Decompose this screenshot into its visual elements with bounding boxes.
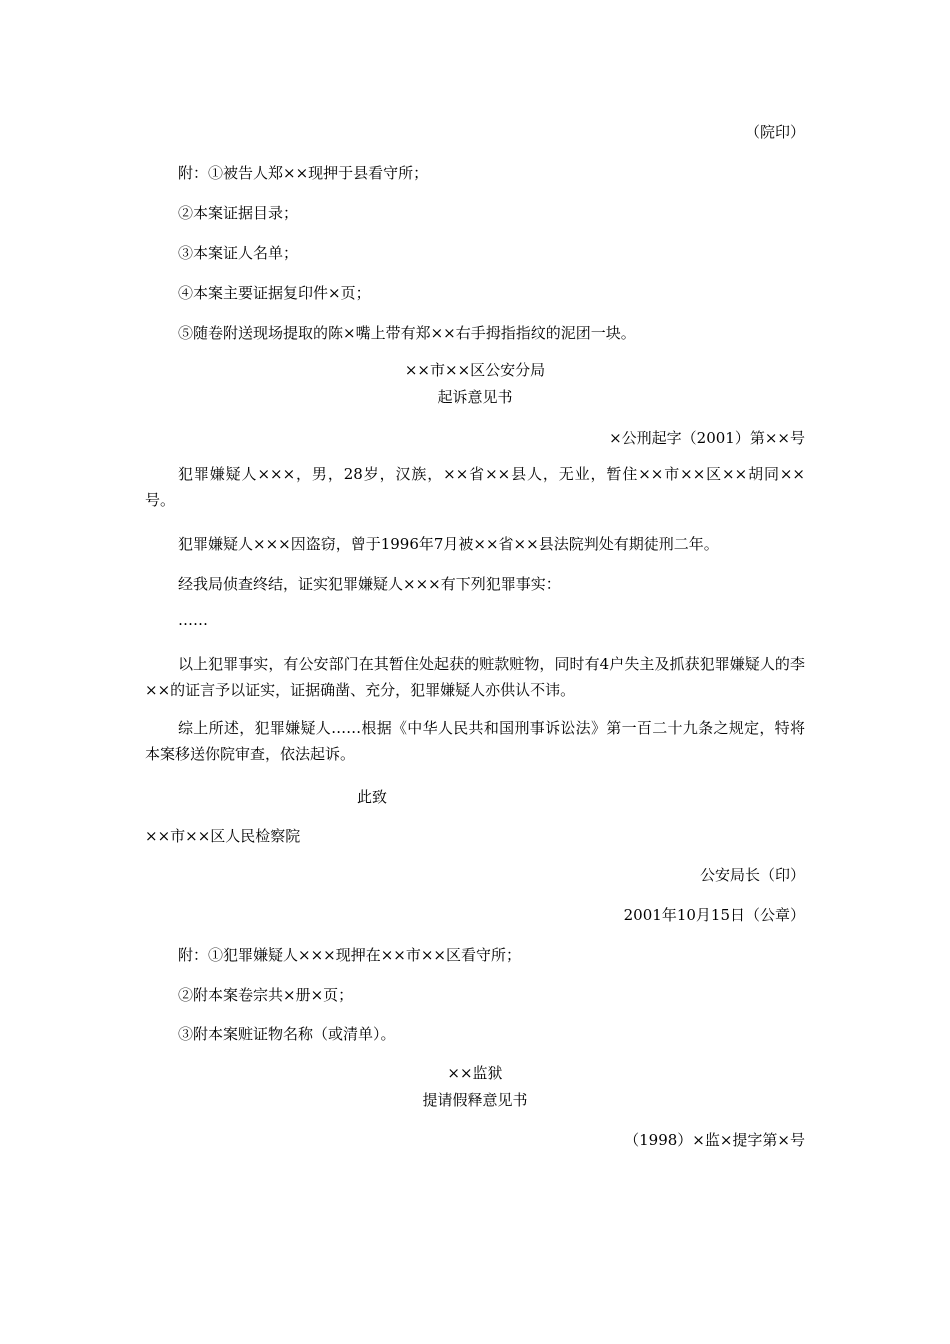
document-number: （1998）×监×提字第×号 bbox=[624, 1131, 805, 1149]
evidence-paragraph: 以上犯罪事实，有公安部门在其暂住处起获的赃款赃物，同时有4户失主及抓获犯罪嫌疑人的李××的证言予以证实，证据确凿、充分，犯罪嫌疑人亦供认不讳。 bbox=[145, 655, 805, 699]
omission-ellipsis: …… bbox=[178, 611, 208, 629]
attachment-item-3: ③本案证人名单； bbox=[178, 244, 299, 262]
issuing-organization: ××监狱 bbox=[447, 1064, 503, 1082]
document-number: ×公刑起字（2001）第××号 bbox=[609, 429, 805, 447]
document-title: 起诉意见书 bbox=[437, 388, 513, 406]
attachment-item-2: ②本案证据目录； bbox=[178, 204, 299, 222]
attachment-item-4: ④本案主要证据复印件×页； bbox=[178, 284, 371, 302]
suspect-info-paragraph: 犯罪嫌疑人×××，男，28岁，汉族，××省××县人，无业，暂住××市××区××胡同××号。 bbox=[145, 465, 805, 509]
attachment-item-1: 附：①犯罪嫌疑人×××现押在××市××区看守所； bbox=[178, 946, 521, 964]
court-seal-note: （院印） bbox=[744, 123, 805, 141]
attachment-item-3: ③附本案赃证物名称（或清单）。 bbox=[178, 1025, 396, 1043]
attachment-item-1: 附：①被告人郑××现押于县看守所； bbox=[178, 164, 429, 182]
salutation: 此致 bbox=[357, 788, 388, 806]
conclusion-paragraph: 综上所述，犯罪嫌疑人……根据《中华人民共和国刑事诉讼法》第一百二十九条之规定，特将本案移送你院审查，依法起诉。 bbox=[145, 719, 805, 763]
issuing-organization: ××市××区公安分局 bbox=[404, 361, 546, 379]
document-date: 2001年10月15日（公章） bbox=[623, 906, 805, 924]
investigation-paragraph: 经我局侦查终结，证实犯罪嫌疑人×××有下列犯罪事实： bbox=[178, 575, 561, 593]
signatory: 公安局长（印） bbox=[699, 866, 805, 884]
attachment-item-5: ⑤随卷附送现场提取的陈×嘴上带有郑××右手拇指指纹的泥团一块。 bbox=[178, 324, 636, 342]
attachment-item-2: ②附本案卷宗共×册×页； bbox=[178, 986, 354, 1004]
document-title: 提请假释意见书 bbox=[422, 1091, 528, 1109]
prior-record-paragraph: 犯罪嫌疑人×××因盗窃，曾于1996年7月被××省××县法院判处有期徒刑二年。 bbox=[178, 535, 719, 553]
recipient: ××市××区人民检察院 bbox=[145, 827, 301, 845]
